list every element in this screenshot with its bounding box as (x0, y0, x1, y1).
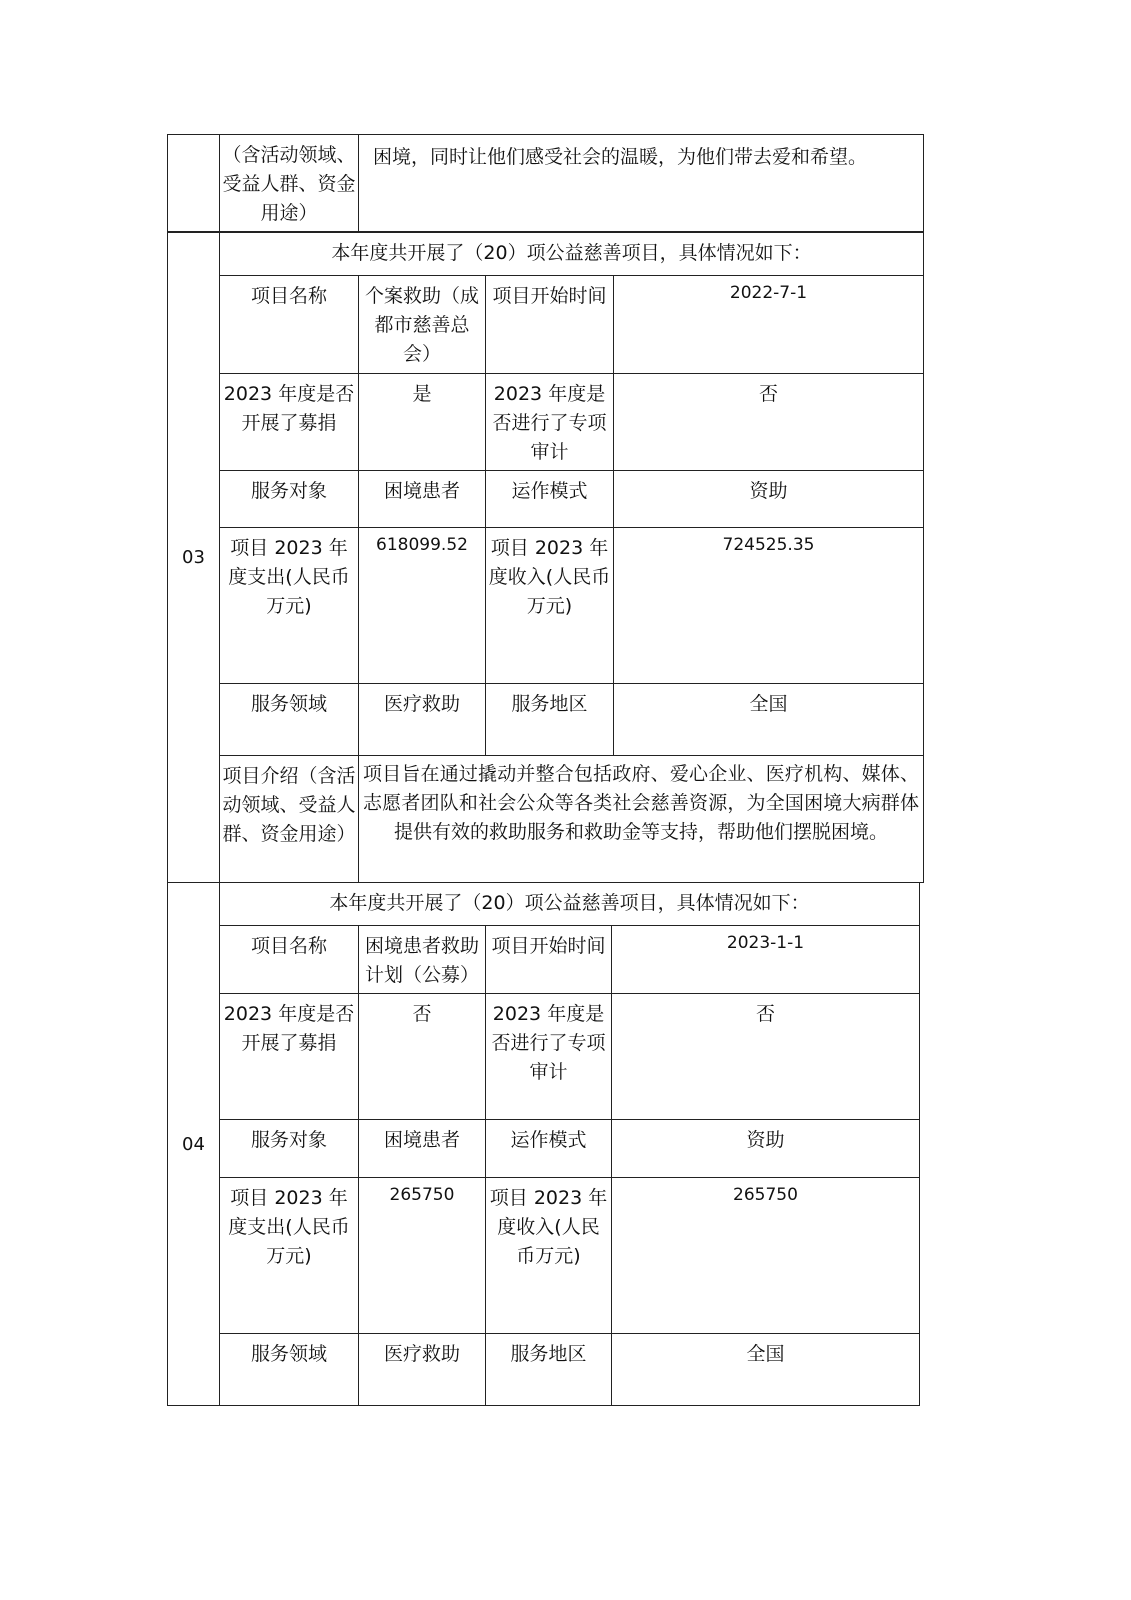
summary-row (168, 883, 920, 926)
top-fragment-text: 困境，同时让他们感受社会的温暖，为他们带去爱和希望。 (359, 135, 924, 232)
fundraise-row (168, 994, 920, 1120)
finance-row (168, 1178, 920, 1334)
value-fundraise: 否 (359, 994, 486, 1120)
section-index: 04 (168, 883, 220, 1406)
value-project-name: 个案救助（成都市慈善总会） (359, 276, 486, 374)
label-fundraise: 2023 年度是否开展了募捐 (220, 374, 359, 471)
top-fragment-index-cell (168, 135, 220, 232)
value-expense: 265750 (359, 1178, 486, 1334)
value-service-field: 医疗救助 (359, 1334, 486, 1406)
value-expense: 618099.52 (359, 528, 486, 684)
label-service-target: 服务对象 (220, 1120, 359, 1178)
section-04-table (167, 882, 920, 1406)
section-03-table (167, 232, 924, 883)
value-service-target: 困境患者 (359, 1120, 486, 1178)
project-intro-row (168, 756, 924, 883)
label-project-name: 项目名称 (220, 276, 359, 374)
label-expense: 项目 2023 年度支出(人民币万元) (220, 1178, 359, 1334)
value-project-intro: 项目旨在通过撬动并整合包括政府、爱心企业、医疗机构、媒体、志愿者团队和社会公众等各类社会慈善资源，为全国困境大病群体提供有效的救助服务和救助金等支持，帮助他们摆脱困境。 (359, 756, 924, 883)
label-start-time: 项目开始时间 (486, 926, 612, 994)
service-field-row (168, 684, 924, 756)
project-name-row (168, 276, 924, 374)
value-service-target: 困境患者 (359, 471, 486, 528)
section-index: 03 (168, 233, 220, 883)
value-audit: 否 (612, 994, 920, 1120)
section-summary: 本年度共开展了（20）项公益慈善项目，具体情况如下： (220, 233, 924, 276)
label-service-target: 服务对象 (220, 471, 359, 528)
label-project-name: 项目名称 (220, 926, 359, 994)
value-income: 265750 (612, 1178, 920, 1334)
value-fundraise: 是 (359, 374, 486, 471)
top-fragment-table (167, 134, 924, 232)
top-fragment-row (168, 135, 924, 232)
value-operation-mode: 资助 (612, 1120, 920, 1178)
fundraise-row (168, 374, 924, 471)
value-service-field: 医疗救助 (359, 684, 486, 756)
label-service-field: 服务领域 (220, 684, 359, 756)
label-service-area: 服务地区 (486, 684, 614, 756)
project-name-row (168, 926, 920, 994)
label-income: 项目 2023 年度收入(人民币万元) (486, 528, 614, 684)
label-start-time: 项目开始时间 (486, 276, 614, 374)
value-service-area: 全国 (614, 684, 924, 756)
value-audit: 否 (614, 374, 924, 471)
label-service-area: 服务地区 (486, 1334, 612, 1406)
value-start-time: 2023-1-1 (612, 926, 920, 994)
summary-row (168, 233, 924, 276)
service-field-row (168, 1334, 920, 1406)
label-fundraise: 2023 年度是否开展了募捐 (220, 994, 359, 1120)
value-start-time: 2022-7-1 (614, 276, 924, 374)
label-service-field: 服务领域 (220, 1334, 359, 1406)
service-target-row (168, 471, 924, 528)
label-operation-mode: 运作模式 (486, 1120, 612, 1178)
finance-row (168, 528, 924, 684)
label-income: 项目 2023 年度收入(人民币万元) (486, 1178, 612, 1334)
value-project-name: 困境患者救助计划（公募） (359, 926, 486, 994)
top-fragment-label: （含活动领域、受益人群、资金用途） (220, 135, 359, 232)
section-summary: 本年度共开展了（20）项公益慈善项目，具体情况如下： (220, 883, 920, 926)
label-audit: 2023 年度是否进行了专项审计 (486, 374, 614, 471)
service-target-row (168, 1120, 920, 1178)
value-income: 724525.35 (614, 528, 924, 684)
value-service-area: 全国 (612, 1334, 920, 1406)
label-audit: 2023 年度是否进行了专项审计 (486, 994, 612, 1120)
label-project-intro: 项目介绍（含活动领域、受益人群、资金用途） (220, 756, 359, 883)
label-expense: 项目 2023 年度支出(人民币万元) (220, 528, 359, 684)
label-operation-mode: 运作模式 (486, 471, 614, 528)
value-operation-mode: 资助 (614, 471, 924, 528)
